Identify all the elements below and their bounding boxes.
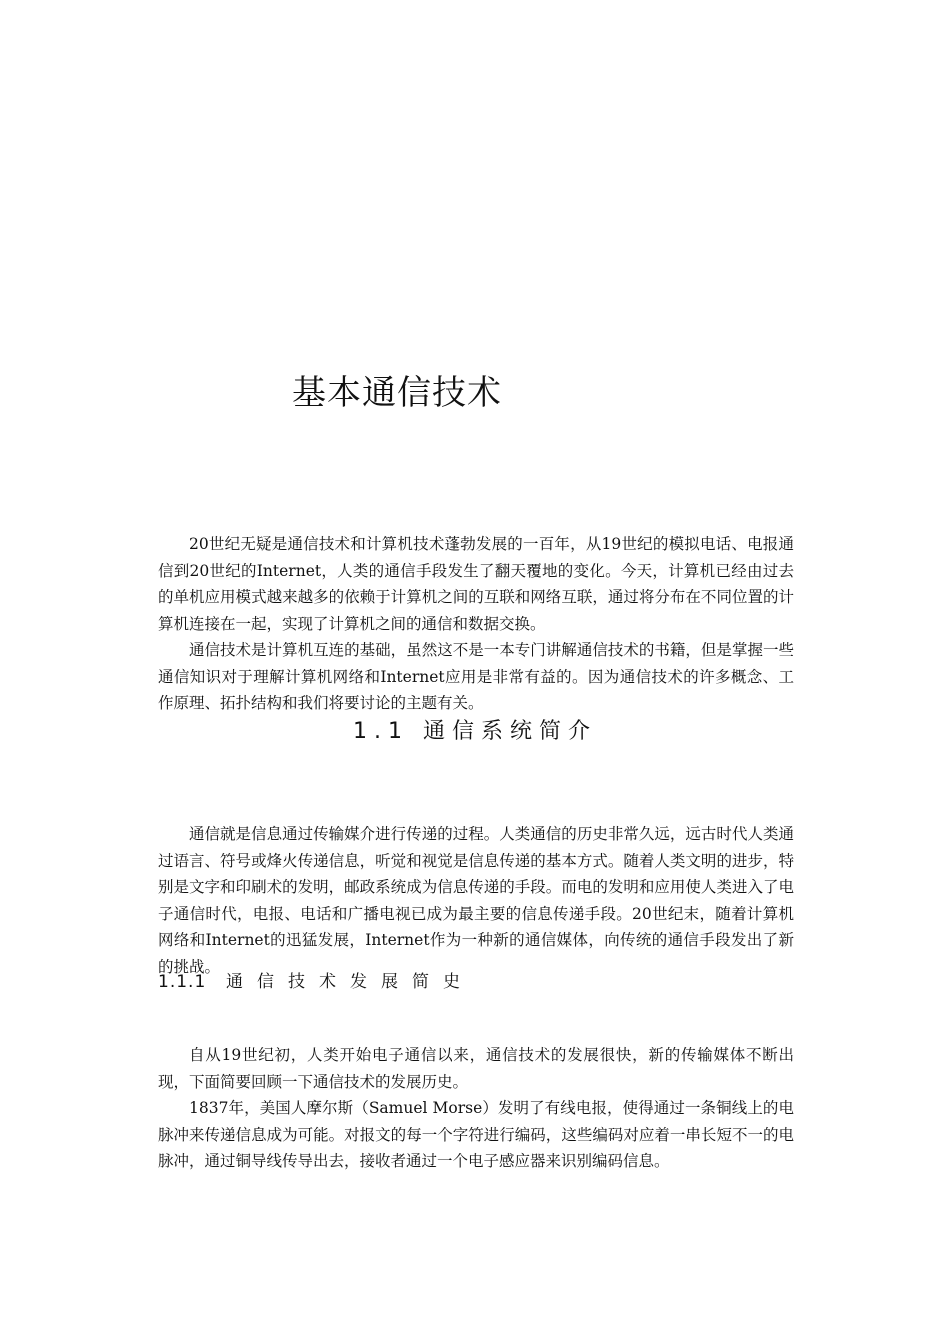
- paragraph: 通信就是信息通过传输媒介进行传递的过程。人类通信的历史非常久远，远古时代人类通过语言、符号或烽火传递信息，听觉和视觉是信息传递的基本方式。随着人类文明的进步，特别是文字和印刷术的发明，邮政系统成为信息传递的手段。而电的发明和应用使人类进入了电子通信时代，电报、电话和广播电视已成为最主要的信息传递手段。20世纪末，随着计算机网络和Internet的迅猛发展，Internet作为一种新的通信媒体，向传统的通信手段发出了新的挑战。: [158, 825, 794, 976]
- intro-section: [158, 531, 794, 717]
- section-title: 通信技术发展简史: [226, 972, 474, 992]
- section-heading-1-1-1: [158, 970, 474, 994]
- paragraph: 1837年，美国人摩尔斯（Samuel Morse）发明了有线电报，使得通过一条铜线上的电脉冲来传递信息成为可能。对报文的每一个字符进行编码，这些编码对应着一串长短不一的电脉冲，通过铜导线传导出去，接收者通过一个电子感应器来识别编码信息。: [158, 1099, 794, 1170]
- section-1-1-body: [158, 821, 794, 980]
- chapter-title: 基本通信技术: [292, 373, 502, 413]
- paragraph: 20世纪无疑是通信技术和计算机技术蓬勃发展的一百年，从19世纪的模拟电话、电报通信到20世纪的Internet，人类的通信手段发生了翻天覆地的变化。今天，计算机已经由过去的单机应用模式越来越多的依赖于计算机之间的互联和网络互联，通过将分布在不同位置的计算机连接在一起，实现了计算机之间的通信和数据交换。: [158, 535, 794, 633]
- paragraph: 通信技术是计算机互连的基础，虽然这不是一本专门讲解通信技术的书籍，但是掌握一些通信知识对于理解计算机网络和Internet应用是非常有益的。因为通信技术的许多概念、工作原理、拓扑结构和我们将要讨论的主题有关。: [158, 641, 794, 712]
- section-heading-1-1: 1.1 通信系统简介: [353, 719, 597, 744]
- section-number: 1.1.1: [158, 972, 207, 992]
- section-1-1-1-body: [158, 1042, 794, 1175]
- paragraph: 自从19世纪初，人类开始电子通信以来，通信技术的发展很快，新的传输媒体不断出现，下面简要回顾一下通信技术的发展历史。: [158, 1046, 794, 1091]
